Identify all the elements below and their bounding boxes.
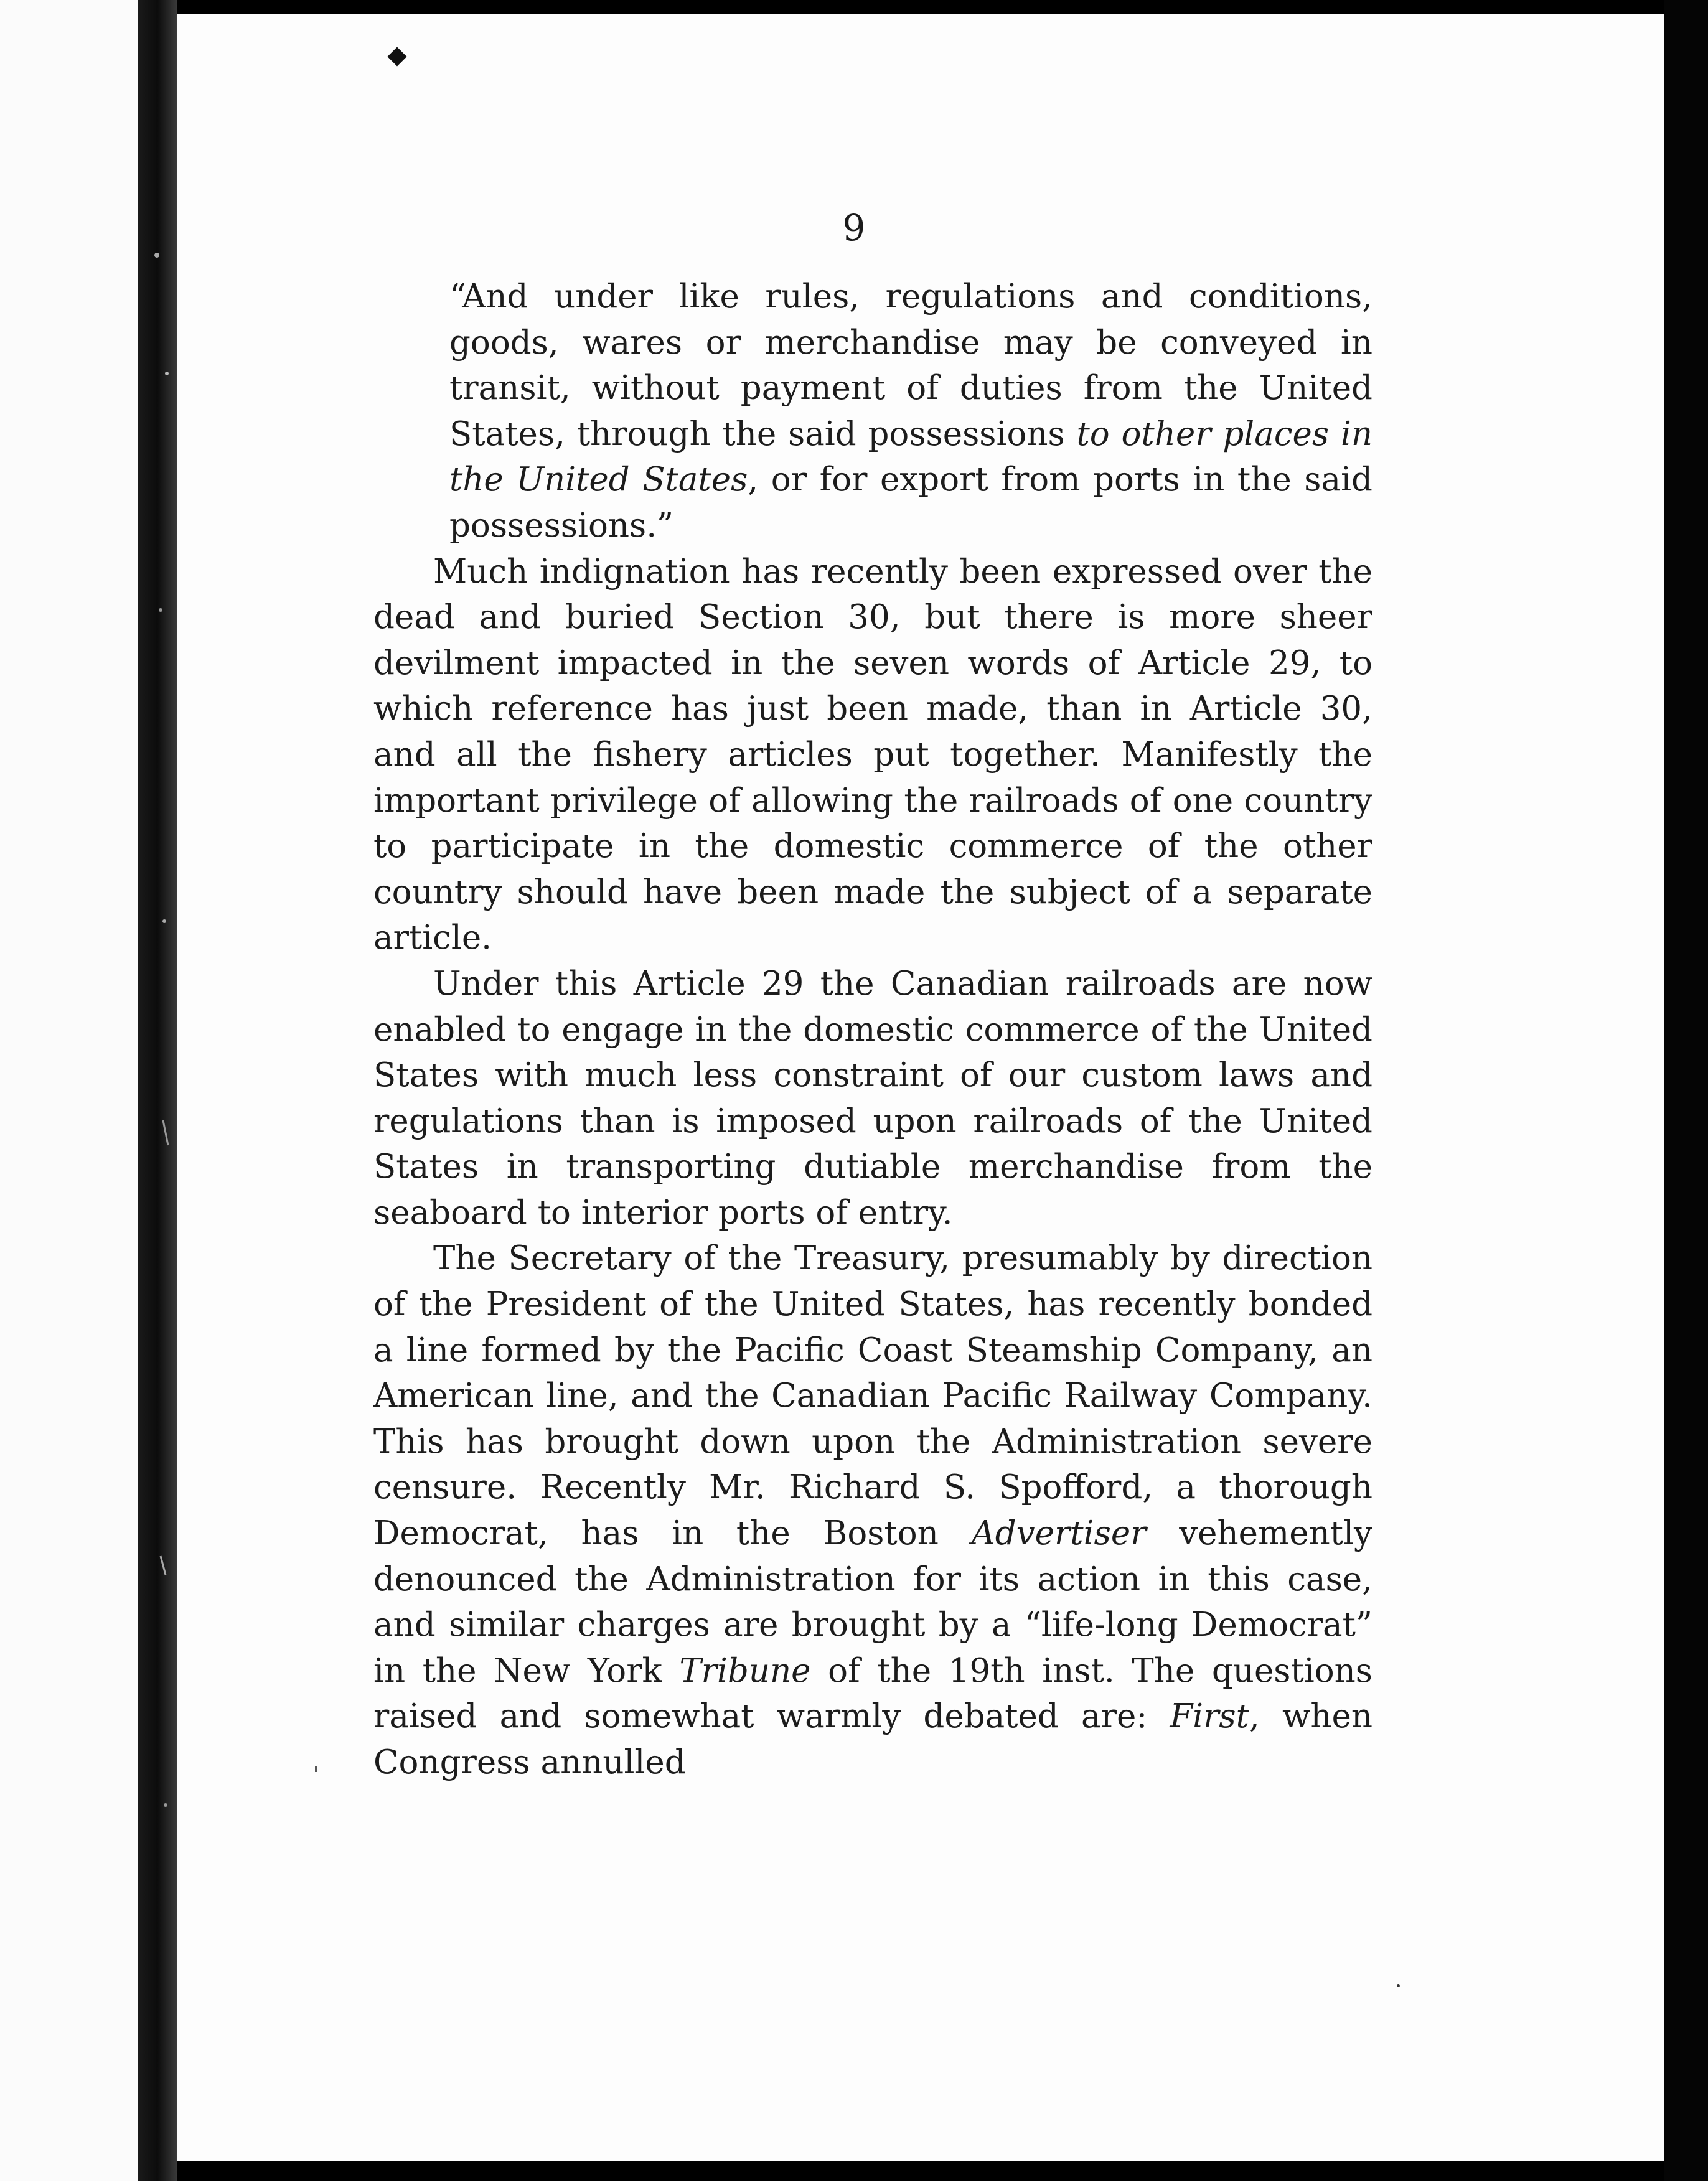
scan-speck (1397, 1984, 1400, 1987)
italic-text: to other places in the United States (449, 415, 1372, 499)
italic-text: First (1170, 1697, 1249, 1736)
text-run: of the 19th inst. The questions raised and somewhat warmly debated are: (373, 1651, 1372, 1736)
text-run: , when Congress annulled (373, 1697, 1372, 1781)
body-text (373, 274, 1372, 1786)
paragraph (373, 961, 1372, 1236)
scan-speck (315, 1766, 317, 1772)
right-scan-border (1664, 0, 1708, 2181)
page-number: 9 (842, 207, 866, 249)
text-run: Under this Article 29 the Canadian railroads are now enabled to engage in the domestic commerce of the United States with much less constraint of our custom laws and regulations than is imposed upon railroads of the United States in transporting dutiable merchandise from the seaboard to interior ports of entry. (373, 964, 1372, 1232)
italic-text: Advertiser (971, 1514, 1147, 1553)
binding-specks (0, 0, 177, 2181)
paragraph (373, 549, 1372, 961)
text-run: , or for export from ports in the said possessions.” (449, 461, 1372, 545)
quoted-passage (449, 274, 1372, 549)
paragraph (373, 1236, 1372, 1785)
italic-text: Tribune (679, 1651, 811, 1690)
text-run: “And under like rules, regulations and conditions, goods, wares or merchandise may be conveyed in transit, without payment of duties from the United States, through the said possessions (449, 278, 1372, 453)
text-run: The Secretary of the Treasury, presumably by direction of the President of the United States, has recently bonded a line formed by the Pacific Coast Steamship Company, an American line, and the Canadian Pacific Railway Company. This has brought down upon the Administration severe censure. Recently Mr. Richard S. Spofford, a thorough Democrat, has in the Boston (373, 1239, 1372, 1553)
text-run: vehemently denounced the Administration for its action in this case, and similar charges are brought by a “life-long Democrat” in the New York (373, 1514, 1372, 1690)
text-run: Much indignation has recently been expressed over the dead and buried Section 30, but there is more sheer devilment impacted in the seven words of Article 29, to which reference has just been made, than in Article 30, and all the fishery articles put together. Manifestly the important privilege of allowing the railroads of one country to participate in the domestic commerce of the other country should have been made the subject of a separate article. (373, 552, 1372, 957)
